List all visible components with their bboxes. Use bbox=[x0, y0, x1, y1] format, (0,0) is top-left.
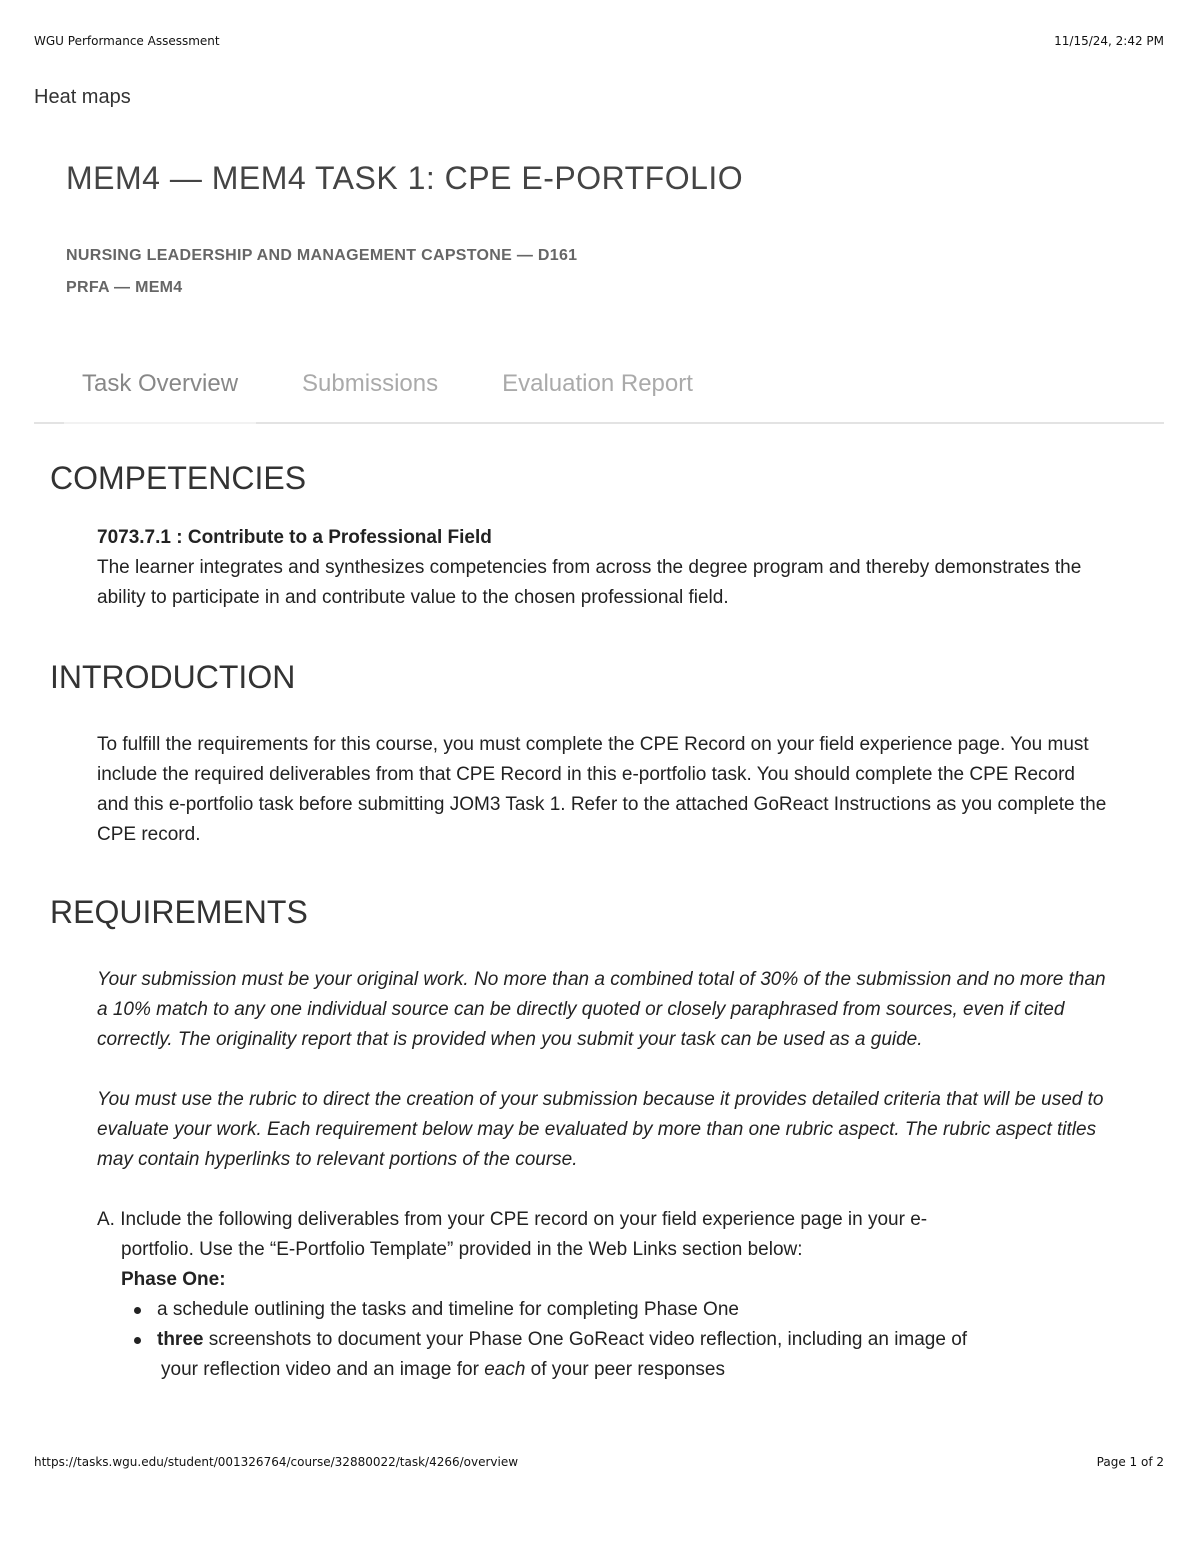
tab-evaluation-report[interactable]: Evaluation Report bbox=[502, 370, 693, 397]
requirement-a-line2: portfolio. Use the “E-Portfolio Template” provided in the Web Links section below: bbox=[121, 1239, 803, 1260]
print-header-title: WGU Performance Assessment bbox=[34, 34, 220, 48]
rubric-paragraph: You must use the rubric to direct the creation of your submission because it provides detailed criteria that will be used to evaluate your work. Each requirement below may be evaluated by more than one rubric aspect. The rubric aspect titles may contain hyperlinks to relevant portions of the course. bbox=[97, 1089, 1104, 1170]
requirement-a bbox=[97, 1205, 1110, 1385]
bullet2-text: screenshots to document your Phase One GoReact video reflection, including an image of bbox=[203, 1329, 968, 1350]
competency-title: 7073.7.1 : Contribute to a Professional Field bbox=[97, 527, 492, 548]
list-item bbox=[157, 1295, 1110, 1325]
list-item bbox=[157, 1325, 1110, 1385]
introduction-text: To fulfill the requirements for this course, you must complete the CPE Record on your field experience page. You must include the required deliverables from that CPE Record in this e-portfolio task. You should complete the CPE Record and this e-portfolio task before submitting JOM3 Task 1. Refer to the attached GoReact Instructions as you complete the CPE record. bbox=[97, 734, 1107, 845]
page-url: https://tasks.wgu.edu/student/001326764/course/32880022/task/4266/overview bbox=[34, 1455, 519, 1469]
print-header bbox=[34, 34, 1164, 48]
tab-submissions[interactable]: Submissions bbox=[302, 370, 439, 397]
competency-item bbox=[97, 523, 1110, 613]
print-header-timestamp: 11/15/24, 2:42 PM bbox=[1054, 34, 1164, 48]
bullet2-line2-a: your reflection video and an image for bbox=[161, 1359, 485, 1380]
introduction-heading: INTRODUCTION bbox=[50, 659, 296, 695]
page-title: MEM4 — MEM4 TASK 1: CPE E-PORTFOLIO bbox=[66, 160, 744, 196]
breadcrumb[interactable]: Heat maps bbox=[34, 86, 131, 108]
originality-paragraph: Your submission must be your original work. No more than a combined total of 30% of the submission and no more than a 10% match to any one individual source can be directly quoted or closely paraphrased from sources, even if cited correctly. The originality report that is provided when you submit your task can be used as a guide. bbox=[97, 969, 1106, 1050]
requirements-heading: REQUIREMENTS bbox=[50, 894, 308, 930]
bullet2-bold: three bbox=[157, 1329, 204, 1350]
deliverables-list bbox=[97, 1295, 1110, 1385]
task-meta bbox=[66, 240, 577, 304]
task-content bbox=[50, 460, 1110, 1385]
tab-task-overview[interactable]: Task Overview bbox=[64, 360, 256, 424]
phase-one-label: Phase One: bbox=[121, 1269, 226, 1290]
bullet2-emphasis: each bbox=[484, 1359, 526, 1380]
bullet2-line2-b: of your peer responses bbox=[525, 1359, 726, 1380]
requirement-a-line1: A. Include the following deliverables from your CPE record on your field experience page in your e- bbox=[97, 1209, 928, 1230]
print-footer bbox=[34, 1455, 1164, 1469]
assessment-code: PRFA — MEM4 bbox=[66, 279, 183, 296]
bullet1-text: a schedule outlining the tasks and timeline for completing Phase One bbox=[157, 1299, 739, 1320]
page-number: Page 1 of 2 bbox=[1096, 1455, 1164, 1469]
task-tabs bbox=[34, 360, 1164, 424]
competencies-heading: COMPETENCIES bbox=[50, 460, 307, 496]
competency-description: The learner integrates and synthesizes competencies from across the degree program and thereby demonstrates the ability to participate in and contribute value to the chosen professional field. bbox=[97, 557, 1082, 608]
course-name: NURSING LEADERSHIP AND MANAGEMENT CAPSTONE — D161 bbox=[66, 247, 578, 264]
